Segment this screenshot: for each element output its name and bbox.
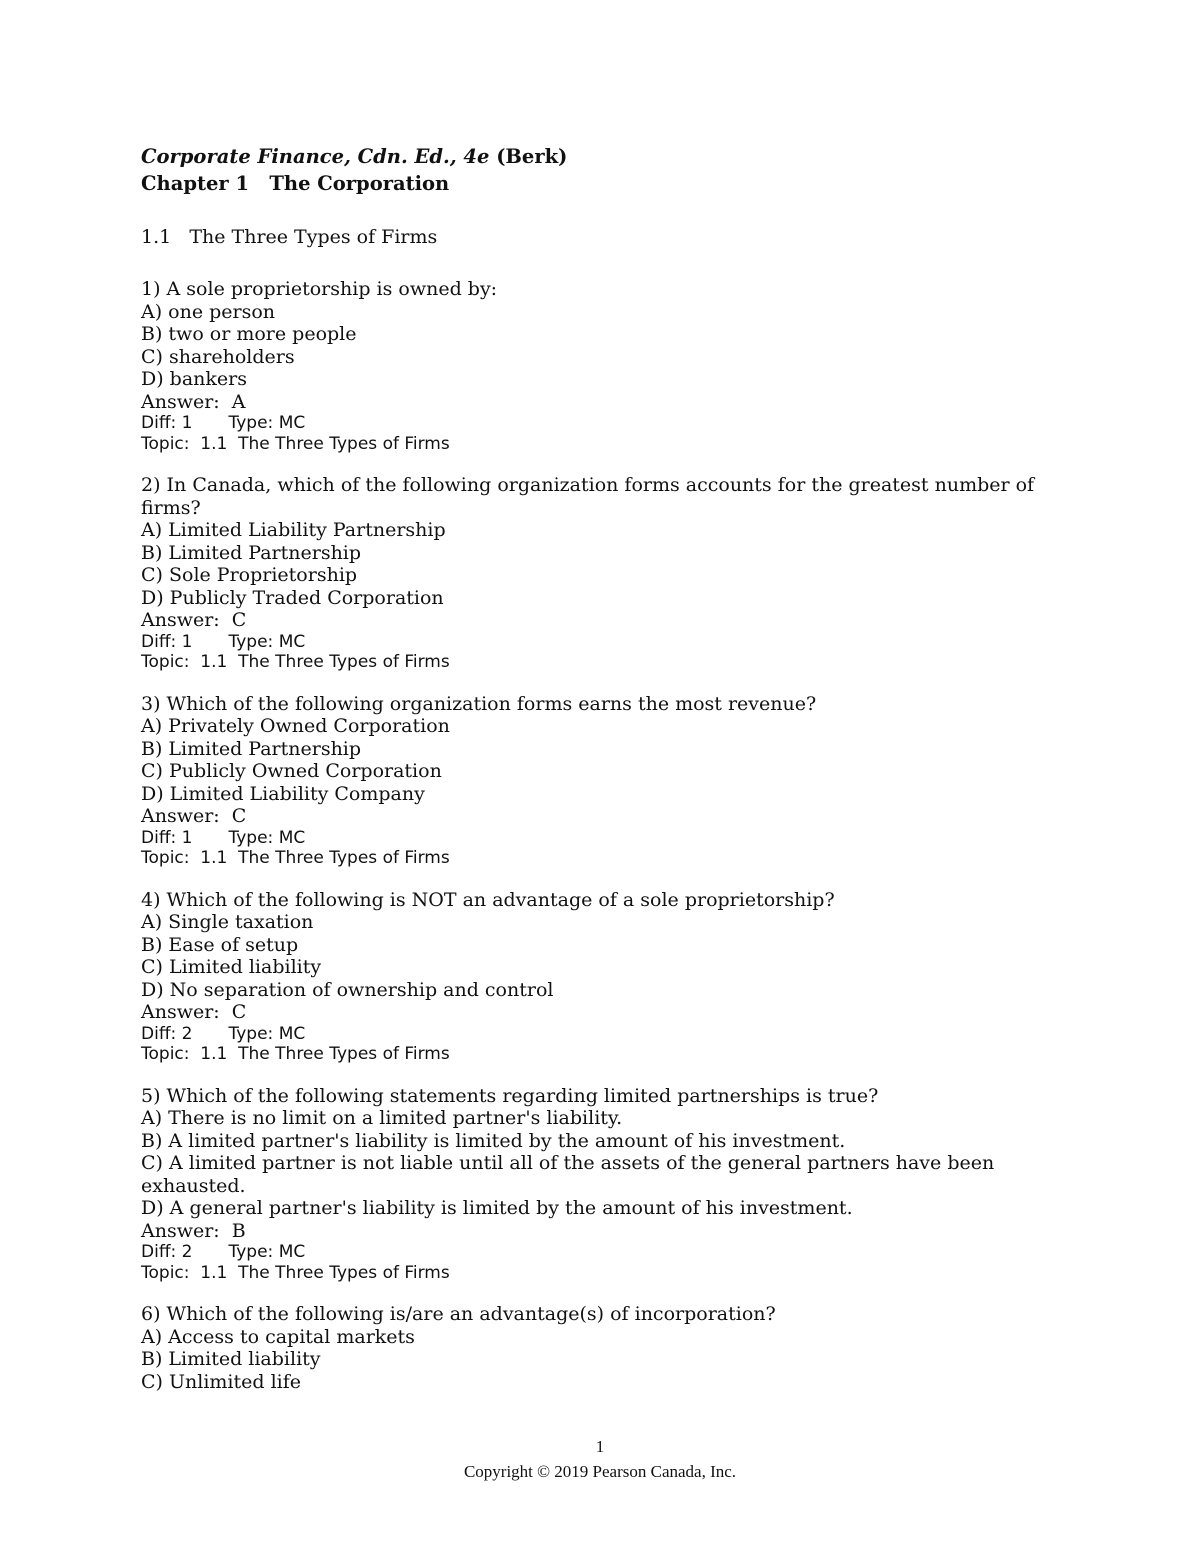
diff-label: Diff:	[141, 1242, 182, 1262]
page-number: 1	[595, 1437, 605, 1456]
question-text: 4) Which of the following is NOT an advantage of a sole proprietorship?	[141, 888, 835, 911]
topic-value: 1.1 The Three Types of Firms	[200, 1262, 450, 1283]
topic-label: Topic:	[141, 433, 201, 454]
topic-line	[141, 848, 1051, 869]
section-heading: 1.1 The Three Types of Firms	[141, 226, 438, 248]
question-text: 6) Which of the following is/are an advantage(s) of incorporation?	[141, 1303, 776, 1325]
answer-choice: B) Limited liability	[141, 1348, 321, 1370]
answer-choice: D) No separation of ownership and control	[141, 978, 554, 1001]
answer-choice: C) Publicly Owned Corporation	[141, 760, 442, 782]
answer-line	[141, 391, 1051, 414]
type-value: MC	[278, 413, 306, 433]
topic-value: 1.1 The Three Types of Firms	[200, 1044, 450, 1064]
answer-label: Answer:	[141, 390, 232, 413]
answer-choice: B) Ease of setup	[141, 933, 299, 956]
book-title: Corporate Finance, Cdn. Ed., 4e	[141, 145, 490, 168]
answer-choice: C) A limited partner is not liable until all of the assets of the general partners have been exhausted.	[141, 1152, 995, 1197]
diff-value: 1	[181, 827, 193, 848]
answer-choice: A) one person	[141, 300, 276, 323]
question	[141, 278, 1051, 454]
topic-line	[141, 434, 1051, 455]
answer-choice: A) Single taxation	[141, 911, 314, 933]
type-label: Type:	[228, 631, 279, 652]
topic-value: 1.1 The Three Types of Firms	[200, 652, 450, 672]
topic-line	[141, 1263, 1051, 1284]
answer-choice: C) Limited liability	[141, 956, 322, 978]
answer-choice: B) A limited partner's liability is limited by the amount of his investment.	[141, 1129, 846, 1152]
type-value: MC	[278, 1023, 306, 1044]
answer-choice: C) Sole Proprietorship	[141, 564, 358, 586]
type-label: Type:	[228, 1023, 279, 1044]
meta-line	[141, 828, 1051, 849]
book-title-line	[141, 143, 567, 170]
question-text: 1) A sole proprietorship is owned by:	[141, 278, 498, 300]
answer-label: Answer:	[141, 609, 232, 631]
answer-label: Answer:	[141, 805, 232, 827]
question-text: 3) Which of the following organization forms earns the most revenue?	[141, 692, 817, 715]
diff-label: Diff:	[141, 413, 182, 433]
question	[141, 474, 1051, 673]
answer-line	[141, 805, 1051, 828]
answer-label: Answer:	[141, 1219, 232, 1242]
answer-value: A	[231, 390, 246, 413]
meta-line	[141, 1242, 1051, 1263]
answer-choice: C) Unlimited life	[141, 1370, 301, 1393]
answer-value: C	[231, 1001, 247, 1023]
answer-choice: D) A general partner's liability is limited by the amount of his investment.	[141, 1197, 853, 1219]
diff-value: 2	[181, 1023, 193, 1044]
diff-label: Diff:	[141, 1023, 182, 1044]
answer-line	[141, 1001, 1051, 1024]
answer-line	[141, 609, 1051, 632]
answer-value: C	[231, 805, 247, 827]
copyright-notice: Copyright © 2019 Pearson Canada, Inc.	[463, 1462, 737, 1481]
answer-label: Answer:	[141, 1001, 232, 1023]
answer-value: B	[231, 1219, 246, 1242]
answer-line	[141, 1220, 1051, 1243]
diff-value: 1	[181, 631, 193, 652]
topic-label: Topic:	[141, 848, 201, 868]
question	[141, 1303, 1051, 1393]
answer-value: C	[231, 609, 247, 631]
answer-choice: C) shareholders	[141, 345, 295, 368]
answer-choice: D) Publicly Traded Corporation	[141, 586, 444, 609]
diff-label: Diff:	[141, 631, 182, 652]
diff-value: 2	[181, 1242, 193, 1262]
topic-line	[141, 1044, 1051, 1065]
type-value: MC	[278, 1242, 306, 1262]
question	[141, 693, 1051, 869]
meta-line	[141, 632, 1051, 653]
topic-value: 1.1 The Three Types of Firms	[200, 433, 450, 454]
answer-choice: A) Limited Liability Partnership	[141, 519, 446, 541]
answer-choice: D) Limited Liability Company	[141, 782, 425, 805]
answer-choice: B) Limited Partnership	[141, 541, 362, 564]
answer-choice: A) Privately Owned Corporation	[141, 715, 450, 737]
topic-label: Topic:	[141, 1262, 201, 1283]
type-label: Type:	[228, 1242, 279, 1262]
type-value: MC	[278, 631, 306, 652]
topic-value: 1.1 The Three Types of Firms	[200, 848, 450, 868]
answer-choice: B) Limited Partnership	[141, 737, 362, 760]
meta-line	[141, 413, 1051, 434]
topic-label: Topic:	[141, 1044, 201, 1064]
diff-label: Diff:	[141, 827, 182, 848]
question-text: 2) In Canada, which of the following organization forms accounts for the greatest number of firms?	[141, 474, 1035, 519]
answer-choice: A) Access to capital markets	[141, 1325, 415, 1348]
answer-choice: A) There is no limit on a limited partner's liability.	[141, 1107, 623, 1129]
diff-value: 1	[181, 413, 193, 433]
meta-line	[141, 1024, 1051, 1045]
book-author: (Berk)	[496, 145, 568, 168]
answer-choice: D) bankers	[141, 368, 248, 390]
type-label: Type:	[228, 827, 279, 848]
topic-line	[141, 652, 1051, 673]
question	[141, 889, 1051, 1065]
document-body	[141, 223, 1051, 1413]
question	[141, 1085, 1051, 1284]
type-value: MC	[278, 827, 306, 848]
topic-label: Topic:	[141, 652, 201, 672]
question-text: 5) Which of the following statements regarding limited partnerships is true?	[141, 1084, 879, 1107]
chapter-title: Chapter 1 The Corporation	[141, 172, 450, 195]
document-header	[141, 143, 567, 197]
answer-choice: B) two or more people	[141, 323, 357, 345]
type-label: Type:	[228, 413, 279, 433]
